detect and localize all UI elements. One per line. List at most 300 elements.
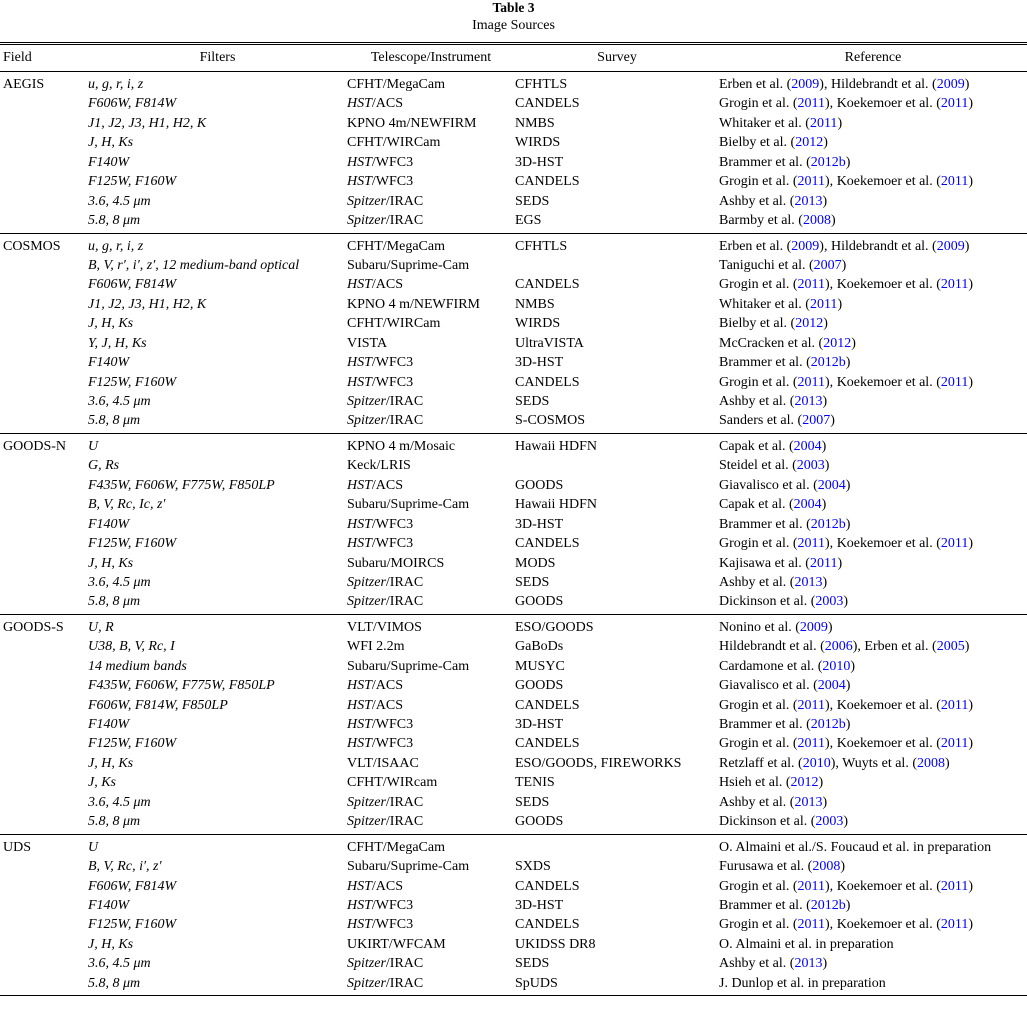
reference-author: Steidel et al. ( <box>719 458 797 474</box>
reference-author: Retzlaff et al. ( <box>719 755 803 771</box>
survey-cell: EGS <box>515 213 542 229</box>
filters-cell: 5.8, 8 μm <box>88 594 141 610</box>
survey-cell: CANDELS <box>515 917 580 933</box>
survey-cell: CANDELS <box>515 277 580 293</box>
reference-close: ), <box>819 77 831 92</box>
reference-cell <box>719 857 1027 876</box>
reference-author: Giavalisco et al. ( <box>719 678 818 694</box>
reference-close: ) <box>837 555 843 571</box>
field-cell <box>0 637 88 656</box>
telescope-cell: HST/ACS <box>347 878 404 894</box>
citation-year-link[interactable]: 2004 <box>793 497 822 513</box>
citation-year-link[interactable]: 2011 <box>940 917 969 933</box>
telescope-cell: HST/WFC3 <box>347 174 414 190</box>
header-telescope: Telescope/Instrument <box>347 44 515 72</box>
table-subtitle: Image Sources <box>472 18 555 33</box>
citation-year-link[interactable]: 2003 <box>815 594 844 610</box>
reference-close: ) <box>845 678 851 694</box>
reference-close: ) <box>830 413 835 429</box>
field-cell <box>0 411 88 433</box>
reference-cell <box>719 495 1027 514</box>
table-row <box>0 314 1027 333</box>
telescope-cell: HST/WFC3 <box>347 355 414 371</box>
telescope-cell: Spitzer/IRAC <box>347 956 424 972</box>
telescope-cell: Spitzer/IRAC <box>347 213 424 229</box>
survey-cell: WIRDS <box>515 316 561 332</box>
telescope-cell: KPNO 4m/NEWFIRM <box>347 115 477 131</box>
reference-author: Wuyts et al. ( <box>842 755 917 771</box>
table-row <box>0 896 1027 915</box>
reference-author: Grogin et al. ( <box>719 697 798 713</box>
reference-cell <box>719 657 1027 676</box>
reference-author: Barmby et al. ( <box>719 213 803 229</box>
citation-year-link[interactable]: 2011 <box>940 374 969 390</box>
citation-year-link[interactable]: 2011 <box>940 697 969 713</box>
table-row <box>0 834 1027 857</box>
survey-cell: CANDELS <box>515 878 580 894</box>
reference-close: ), <box>825 174 837 190</box>
telescope-cell: Subaru/Suprime-Cam <box>347 497 470 513</box>
citation-year-link[interactable]: 2011 <box>797 917 826 933</box>
telescope-cell: Spitzer/IRAC <box>347 975 424 991</box>
field-cell <box>0 392 88 411</box>
reference-author: Brammer et al. ( <box>719 897 811 913</box>
filters-cell: F140W <box>88 154 130 170</box>
telescope-cell: VLT/VIMOS <box>347 619 422 635</box>
reference-author: Capak et al. ( <box>719 438 794 454</box>
citation-year-link[interactable]: 2011 <box>940 96 969 112</box>
reference-close: ) <box>841 257 847 273</box>
table-row <box>0 793 1027 812</box>
reference-cell <box>719 614 1027 637</box>
citation-year-link[interactable]: 2011 <box>809 115 838 131</box>
citation-year-link[interactable]: 2013 <box>794 193 823 209</box>
survey-cell <box>515 256 719 275</box>
telescope-cell: HST/ACS <box>347 277 404 293</box>
citation-year-link[interactable]: 2011 <box>809 555 838 571</box>
citation-year-link[interactable]: 2012 <box>795 135 824 151</box>
filters-cell: U, R <box>88 619 114 635</box>
table-row <box>0 334 1027 353</box>
reference-close: ) <box>845 717 851 732</box>
survey-cell: SXDS <box>515 859 551 875</box>
telescope-cell: VISTA <box>347 335 388 351</box>
telescope-cell: Spitzer/IRAC <box>347 413 424 429</box>
survey-cell: MODS <box>515 555 556 571</box>
citation-year-link[interactable]: 2008 <box>917 755 945 771</box>
citation-year-link[interactable]: 2009 <box>936 238 965 254</box>
filters-cell: F125W, F160W <box>88 736 177 752</box>
field-cell: UDS <box>3 839 32 855</box>
citation-year-link[interactable]: 2009 <box>799 619 828 635</box>
citation-year-link[interactable]: 2004 <box>817 678 846 694</box>
citation-year-link[interactable]: 2011 <box>797 96 826 112</box>
table-row <box>0 114 1027 133</box>
reference-cell <box>719 411 1027 433</box>
citation-year-link[interactable]: 2011 <box>940 736 969 752</box>
citation-year-link[interactable]: 2008 <box>802 213 831 229</box>
table-caption <box>0 0 1027 37</box>
reference-author: Brammer et al. ( <box>719 516 811 532</box>
reference-cell <box>719 554 1027 573</box>
field-cell <box>0 495 88 514</box>
survey-cell: CANDELS <box>515 96 580 112</box>
reference-author: Hildebrandt et al. ( <box>830 238 937 254</box>
reference-cell <box>719 314 1027 333</box>
reference-author: Grogin et al. ( <box>719 736 798 752</box>
citation-year-link[interactable]: 2013 <box>794 794 823 810</box>
filters-cell: F140W <box>88 516 130 532</box>
field-cell <box>0 534 88 553</box>
reference-cell <box>719 573 1027 592</box>
citation-year-link[interactable]: 2011 <box>940 174 969 190</box>
survey-cell: CANDELS <box>515 736 580 752</box>
filters-cell: 5.8, 8 μm <box>88 213 141 229</box>
filters-cell: F125W, F160W <box>88 174 177 190</box>
reference-close: ) <box>840 859 845 875</box>
reference-cell <box>719 954 1027 973</box>
field-cell <box>0 554 88 573</box>
filters-cell: 3.6, 4.5 μm <box>88 394 151 409</box>
reference-close: ) <box>968 736 974 752</box>
citation-year-link[interactable]: 2011 <box>809 296 838 312</box>
reference-close: ), <box>825 374 837 390</box>
citation-year-link[interactable]: 2009 <box>791 238 820 254</box>
reference-close: ) <box>830 213 836 229</box>
filters-cell: F140W <box>88 897 130 913</box>
citation-year-link[interactable]: 2012 <box>823 335 852 351</box>
reference-author: Hsieh et al. ( <box>719 775 791 791</box>
reference-author: Koekemoer et al. ( <box>836 878 941 894</box>
table-row <box>0 715 1027 734</box>
reference-close: ) <box>827 619 833 635</box>
reference-cell <box>719 456 1027 475</box>
citation-year-link[interactable]: 2003 <box>796 458 825 474</box>
field-cell <box>0 812 88 834</box>
reference-author: Whitaker et al. ( <box>719 296 810 312</box>
survey-cell: GOODS <box>515 594 564 610</box>
telescope-cell: Spitzer/IRAC <box>347 794 424 810</box>
reference-author: J. Dunlop et al. in preparation <box>719 975 886 991</box>
field-cell <box>0 754 88 773</box>
citation-year-link[interactable]: 2011 <box>940 536 969 552</box>
citation-year-link[interactable]: 2011 <box>797 878 826 894</box>
table-row <box>0 476 1027 495</box>
table-row <box>0 573 1027 592</box>
citation-year-link[interactable]: 2013 <box>794 956 823 972</box>
telescope-cell: CFHT/MegaCam <box>347 839 445 855</box>
telescope-cell: CFHT/WIRcam <box>347 775 438 791</box>
reference-author: Ashby et al. ( <box>719 394 795 409</box>
telescope-cell: HST/WFC3 <box>347 536 414 552</box>
survey-cell: TENIS <box>515 775 555 791</box>
reference-cell <box>719 211 1027 233</box>
reference-cell <box>719 812 1027 834</box>
table-row <box>0 172 1027 191</box>
citation-year-link[interactable]: 2013 <box>794 394 823 409</box>
table-row <box>0 637 1027 656</box>
telescope-cell: WFI 2.2m <box>347 639 405 655</box>
table-row <box>0 657 1027 676</box>
survey-cell: NMBS <box>515 115 555 131</box>
reference-author: Brammer et al. ( <box>719 154 811 170</box>
reference-author: Nonino et al. ( <box>719 619 800 635</box>
reference-close: ) <box>945 755 950 771</box>
table-row <box>0 133 1027 152</box>
reference-author: Furusawa et al. ( <box>719 859 813 875</box>
field-cell: AEGIS <box>3 77 45 92</box>
survey-cell: UltraVISTA <box>515 335 584 351</box>
reference-author: Cardamone et al. ( <box>719 658 823 674</box>
field-cell <box>0 657 88 676</box>
citation-year-link[interactable]: 2011 <box>797 374 826 390</box>
survey-cell: SEDS <box>515 956 550 972</box>
field-cell: GOODS-N <box>3 438 66 454</box>
field-cell: COSMOS <box>3 238 61 254</box>
field-cell <box>0 592 88 614</box>
citation-year-link[interactable]: 2005 <box>936 639 965 655</box>
reference-cell <box>719 433 1027 456</box>
table-row <box>0 275 1027 294</box>
reference-cell <box>719 172 1027 191</box>
field-group <box>0 834 1027 996</box>
reference-cell <box>719 773 1027 792</box>
field-cell <box>0 734 88 753</box>
reference-author: Erben et al. ( <box>719 77 792 92</box>
reference-author: Koekemoer et al. ( <box>836 96 941 112</box>
reference-close: ) <box>822 193 828 209</box>
reference-close: ), <box>825 917 837 933</box>
reference-close: ) <box>821 438 827 454</box>
reference-author: Grogin et al. ( <box>719 277 798 293</box>
reference-author: Giavalisco et al. ( <box>719 477 818 493</box>
survey-cell: CANDELS <box>515 374 580 390</box>
citation-year-link[interactable]: 2010 <box>822 658 851 674</box>
table-row <box>0 614 1027 637</box>
reference-close: ), <box>830 755 843 771</box>
citation-year-link[interactable]: 2007 <box>802 413 831 429</box>
citation-year-link[interactable]: 2006 <box>824 639 853 655</box>
reference-author: Koekemoer et al. ( <box>836 174 941 190</box>
table-row <box>0 534 1027 553</box>
reference-close: ), <box>825 878 837 894</box>
reference-close: ), <box>825 697 837 713</box>
table-row <box>0 515 1027 534</box>
reference-close: ) <box>843 814 849 830</box>
reference-cell <box>719 834 1027 857</box>
field-cell <box>0 476 88 495</box>
field-cell: GOODS-S <box>3 619 64 635</box>
citation-year-link[interactable]: 2004 <box>793 438 822 454</box>
table-row <box>0 233 1027 256</box>
field-cell <box>0 94 88 113</box>
reference-author: Grogin et al. ( <box>719 374 798 390</box>
reference-author: Grogin et al. ( <box>719 536 798 552</box>
reference-author: Sanders et al. ( <box>719 413 803 429</box>
filters-cell: Y, J, H, Ks <box>88 335 147 351</box>
filters-cell: F606W, F814W <box>88 878 177 894</box>
telescope-cell: CFHT/MegaCam <box>347 238 445 254</box>
reference-author: O. Almaini et al. in preparation <box>719 936 894 952</box>
citation-year-link[interactable]: 2012b <box>810 516 846 532</box>
citation-year-link[interactable]: 2011 <box>797 277 826 293</box>
field-cell <box>0 877 88 896</box>
table-row <box>0 433 1027 456</box>
survey-cell: ESO/GOODS <box>515 619 594 635</box>
citation-year-link[interactable]: 2011 <box>940 277 969 293</box>
reference-cell <box>719 734 1027 753</box>
field-cell <box>0 773 88 792</box>
field-cell <box>0 915 88 934</box>
survey-cell: 3D-HST <box>515 154 564 170</box>
citation-year-link[interactable]: 2009 <box>791 77 820 92</box>
citation-year-link[interactable]: 2012 <box>790 775 819 791</box>
citation-year-link[interactable]: 2008 <box>812 859 841 875</box>
reference-author: Bielby et al. ( <box>719 316 796 332</box>
telescope-cell: Spitzer/IRAC <box>347 594 424 610</box>
reference-close: ) <box>837 296 843 312</box>
telescope-cell: HST/WFC3 <box>347 897 414 913</box>
citation-year-link[interactable]: 2011 <box>797 697 826 713</box>
table-row <box>0 857 1027 876</box>
telescope-cell: Keck/LRIS <box>347 458 411 474</box>
reference-cell <box>719 637 1027 656</box>
field-cell <box>0 314 88 333</box>
header-field: Field <box>0 44 88 72</box>
filters-cell: J, H, Ks <box>88 755 134 771</box>
reference-author: Dickinson et al. ( <box>719 814 816 830</box>
reference-author: Hildebrandt et al. ( <box>719 639 825 655</box>
reference-close: ) <box>968 697 974 713</box>
citation-year-link[interactable]: 2004 <box>817 477 846 493</box>
citation-year-link[interactable]: 2009 <box>936 77 965 92</box>
citation-year-link[interactable]: 2012b <box>810 897 846 913</box>
field-cell <box>0 974 88 996</box>
header-reference: Reference <box>719 44 1027 72</box>
reference-cell <box>719 295 1027 314</box>
filters-cell: 5.8, 8 μm <box>88 975 141 991</box>
reference-close: ) <box>850 658 856 674</box>
reference-cell <box>719 592 1027 614</box>
reference-author: Brammer et al. ( <box>719 717 811 732</box>
table-row <box>0 411 1027 433</box>
table-row <box>0 94 1027 113</box>
table-row <box>0 954 1027 973</box>
reference-cell <box>719 392 1027 411</box>
survey-cell: SEDS <box>515 794 550 810</box>
citation-year-link[interactable]: 2011 <box>797 174 826 190</box>
reference-close: ) <box>818 775 824 791</box>
table-row <box>0 812 1027 834</box>
reference-author: Erben et al. ( <box>864 639 937 655</box>
field-cell <box>0 133 88 152</box>
survey-cell: GOODS <box>515 814 564 830</box>
reference-close: ) <box>822 394 828 409</box>
filters-cell: J, H, Ks <box>88 135 134 151</box>
reference-author: Kajisawa et al. ( <box>719 555 810 571</box>
table-row <box>0 935 1027 954</box>
filters-cell: G, Rs <box>88 458 120 474</box>
filters-cell: 5.8, 8 μm <box>88 814 141 830</box>
reference-cell <box>719 72 1027 95</box>
field-cell <box>0 515 88 534</box>
filters-cell: F606W, F814W <box>88 277 177 293</box>
field-cell <box>0 456 88 475</box>
reference-author: Ashby et al. ( <box>719 193 795 209</box>
survey-cell: UKIDSS DR8 <box>515 936 596 952</box>
reference-close: ) <box>968 96 974 112</box>
telescope-cell: Spitzer/IRAC <box>347 193 424 209</box>
reference-close: ) <box>821 497 827 513</box>
reference-author: Koekemoer et al. ( <box>836 736 941 752</box>
field-cell <box>0 153 88 172</box>
reference-close: ) <box>845 477 851 493</box>
reference-close: ), <box>825 736 837 752</box>
citation-year-link[interactable]: 2013 <box>794 574 823 590</box>
citation-year-link[interactable]: 2007 <box>813 257 842 273</box>
reference-author: Hildebrandt et al. ( <box>830 77 937 92</box>
field-cell <box>0 295 88 314</box>
reference-cell <box>719 754 1027 773</box>
citation-year-link[interactable]: 2010 <box>802 755 831 771</box>
table-row <box>0 373 1027 392</box>
survey-cell: 3D-HST <box>515 897 564 913</box>
reference-cell <box>719 877 1027 896</box>
citation-year-link[interactable]: 2011 <box>797 736 826 752</box>
telescope-cell: HST/WFC3 <box>347 736 414 752</box>
reference-author: Taniguchi et al. ( <box>719 257 814 273</box>
citation-year-link[interactable]: 2012b <box>810 154 846 170</box>
reference-cell <box>719 233 1027 256</box>
reference-author: Whitaker et al. ( <box>719 115 810 131</box>
survey-cell: SEDS <box>515 394 550 409</box>
reference-cell <box>719 696 1027 715</box>
reference-cell <box>719 153 1027 172</box>
field-cell <box>0 696 88 715</box>
table-row <box>0 754 1027 773</box>
citation-year-link[interactable]: 2012b <box>810 355 846 371</box>
citation-year-link[interactable]: 2011 <box>940 878 969 894</box>
field-cell <box>0 192 88 211</box>
reference-close: ) <box>964 639 970 655</box>
citation-year-link[interactable]: 2011 <box>797 536 826 552</box>
reference-close: ) <box>823 135 828 151</box>
field-cell <box>0 211 88 233</box>
field-cell <box>0 793 88 812</box>
reference-close: ) <box>968 536 974 552</box>
filters-cell: F125W, F160W <box>88 917 177 933</box>
table-row <box>0 676 1027 695</box>
survey-cell: CFHTLS <box>515 77 568 92</box>
filters-cell: F435W, F606W, F775W, F850LP <box>88 477 275 493</box>
reference-author: Ashby et al. ( <box>719 956 795 972</box>
telescope-cell: KPNO 4 m/NEWFIRM <box>347 296 481 312</box>
reference-cell <box>719 715 1027 734</box>
citation-year-link[interactable]: 2003 <box>815 814 844 830</box>
telescope-cell: Subaru/Suprime-Cam <box>347 257 470 273</box>
reference-close: ), <box>852 639 865 655</box>
reference-close: ) <box>845 897 851 913</box>
survey-cell: SEDS <box>515 574 550 590</box>
telescope-cell: CFHT/WIRCam <box>347 135 441 151</box>
filters-cell: B, V, Rc, i′, z′ <box>88 859 162 875</box>
survey-cell <box>515 456 719 475</box>
reference-author: Koekemoer et al. ( <box>836 277 941 293</box>
citation-year-link[interactable]: 2012 <box>795 316 824 332</box>
telescope-cell: HST/WFC3 <box>347 374 414 390</box>
citation-year-link[interactable]: 2012b <box>810 717 846 732</box>
survey-cell: GOODS <box>515 678 564 694</box>
